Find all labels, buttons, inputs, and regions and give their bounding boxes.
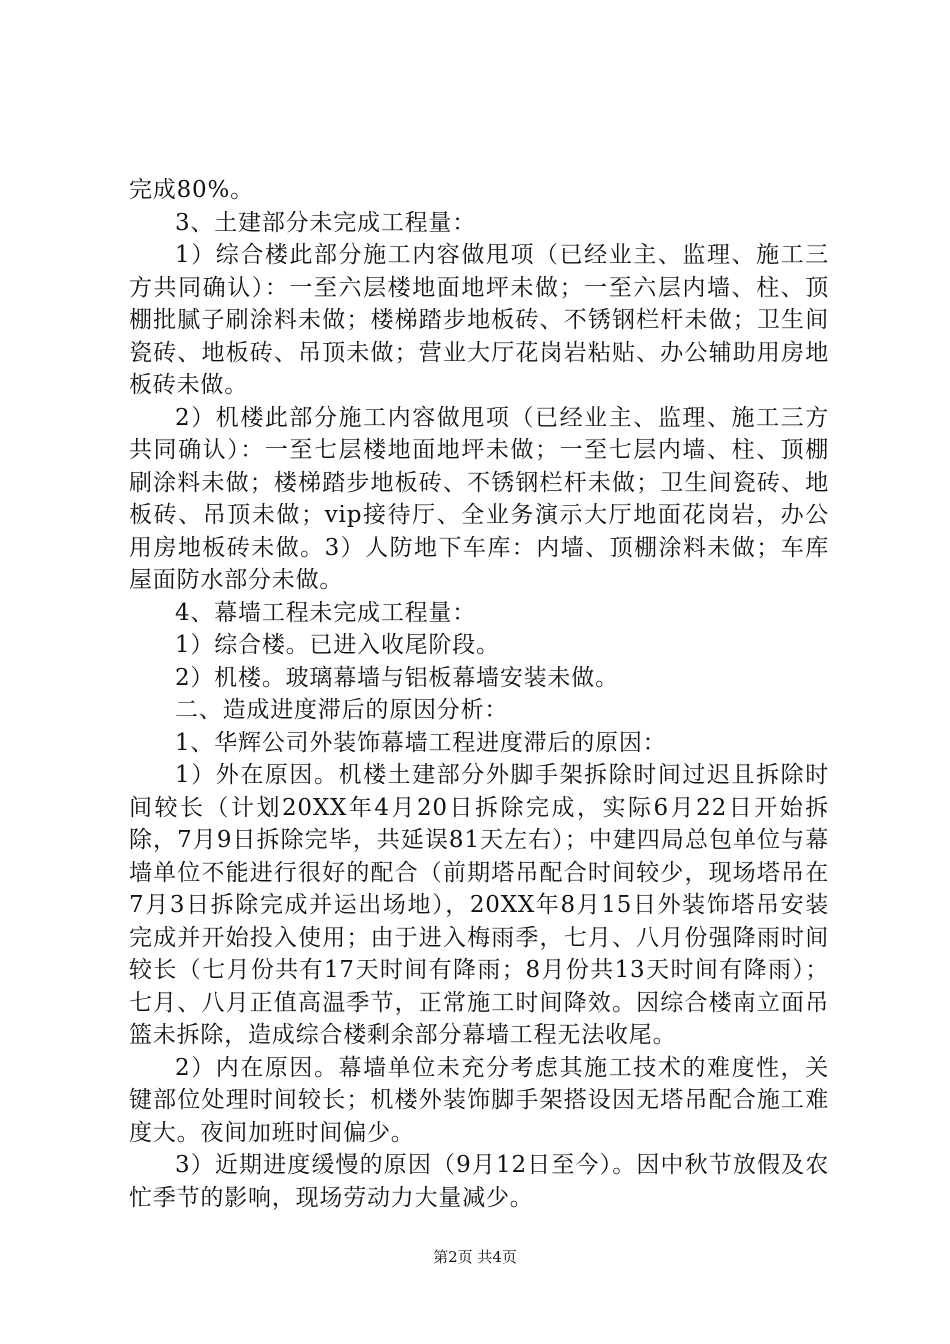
section-heading: 二、造成进度滞后的原因分析： [175, 697, 509, 723]
paragraph: 1）综合楼此部分施工内容做甩项（已经业主、监理、施工三方共同确认）：一至六层楼地面地坪未做；一至六层内墙、柱、顶棚批腻子刷涂料未做；楼梯踏步地板砖、不锈钢栏杆未做；卫生间瓷砖、地板砖、吊顶未做；营业大厅花岗岩粘贴、办公辅助用房地板砖未做。 [129, 242, 829, 398]
section-heading: 3、土建部分未完成工程量： [175, 209, 477, 236]
paragraph: 2）内在原因。幕墙单位未充分考虑其施工技术的难度性，关键部位处理时间较长；机楼外装饰脚手架搭设因无塔吊配合施工难度大。夜间加班时间偏少。 [129, 1054, 829, 1146]
paragraph: 2）机楼此部分施工内容做甩项（已经业主、监理、施工三方共同确认）：一至七层楼地面地坪未做；一至七层内墙、柱、顶棚刷涂料未做；楼梯踏步地板砖、不锈钢栏杆未做；卫生间瓷砖、地板砖、吊顶未做；vip接待厅、全业务演示大厅地面花岗岩，办公用房地板砖未做。3）人防地下车库：内墙、顶棚涂料未做；车库屋面防水部分未做。 [129, 404, 829, 593]
paragraph: 2）机楼。玻璃幕墙与铝板幕墙安装未做。 [175, 664, 619, 691]
paragraph: 完成80%。 [129, 177, 254, 203]
paragraph: 3）近期进度缓慢的原因（9月12日至今）。因中秋节放假及农忙季节的影响，现场劳动力大量减少。 [129, 1152, 829, 1211]
paragraph: 1）外在原因。机楼土建部分外脚手架拆除时间过迟且拆除时间较长（计划20XX年4月20日拆除完成，实际6月22日开始拆除，7月9日拆除完毕，共延误81天左右）；中建四局总包单位与幕墙单位不能进行很好的配合（前期塔吊配合时间较少，现场塔吊在7月3日拆除完成并运出场地），20XX年8月15日外装饰塔吊安装完成并开始投入使用；由于进入梅雨季，七月、八月份强降雨时间较长（七月份共有17天时间有降雨；8月份共13天时间有降雨）；七月、八月正值高温季节，正常施工时间降效。因综合楼南立面吊篮未拆除，造成综合楼剩余部分幕墙工程无法收尾。 [129, 762, 829, 1048]
page-number-footer: 第2页 共4页 [433, 1248, 517, 1266]
paragraph: 1）综合楼。已进入收尾阶段。 [175, 632, 500, 658]
section-heading: 4、幕墙工程未完成工程量： [175, 599, 477, 626]
document-body [129, 174, 829, 1214]
section-heading: 1、华辉公司外装饰幕墙工程进度滞后的原因： [175, 729, 667, 756]
